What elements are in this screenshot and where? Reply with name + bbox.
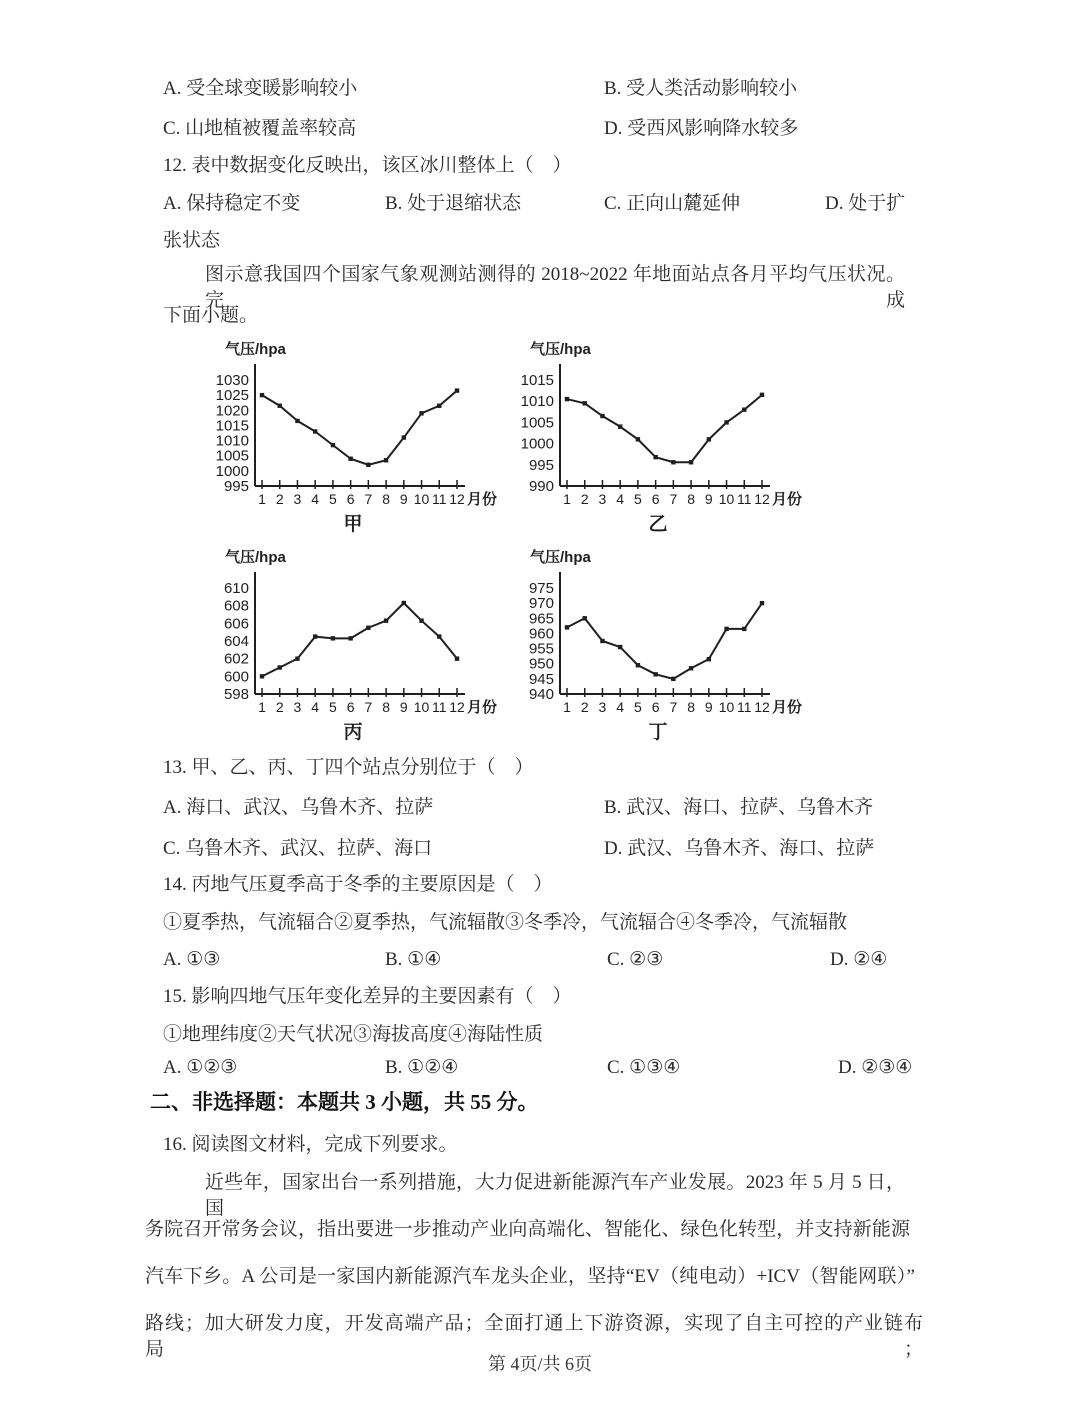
svg-text:10: 10 <box>413 491 430 507</box>
svg-text:945: 945 <box>528 670 554 688</box>
svg-text:7: 7 <box>364 491 373 507</box>
section2-heading: 二、非选择题：本题共 3 小题，共 55 分。 <box>150 1090 539 1114</box>
q14-option-a: A. ①③ <box>163 949 221 970</box>
svg-text:1015: 1015 <box>215 417 249 435</box>
q13-option-a: A. 海口、武汉、乌鲁木齐、拉萨 <box>163 797 434 818</box>
chart-intro-line2: 下面小题。 <box>163 305 259 326</box>
svg-text:608: 608 <box>223 597 249 615</box>
svg-text:1: 1 <box>258 491 266 507</box>
svg-text:11: 11 <box>736 491 752 507</box>
svg-text:965: 965 <box>528 610 554 628</box>
q15-option-c: C. ①③④ <box>607 1057 681 1078</box>
svg-text:10: 10 <box>413 699 430 715</box>
svg-text:3: 3 <box>293 699 302 715</box>
q14-option-d: D. ②④ <box>830 949 888 970</box>
svg-text:月份: 月份 <box>467 491 498 508</box>
svg-text:气压/hpa: 气压/hpa <box>530 549 591 566</box>
svg-text:2: 2 <box>580 699 589 715</box>
svg-text:4: 4 <box>311 491 320 507</box>
svg-text:8: 8 <box>687 699 695 715</box>
svg-text:2: 2 <box>580 491 589 507</box>
svg-text:1: 1 <box>563 699 571 715</box>
svg-text:2: 2 <box>275 491 284 507</box>
q16-para-line3: 汽车下乡。A 公司是一家国内新能源汽车龙头企业，坚持“EV（纯电动）+ICV（智能网联）” <box>145 1266 915 1287</box>
q12-option-b: B. 处于退缩状态 <box>385 193 522 214</box>
svg-text:5: 5 <box>329 491 337 507</box>
svg-text:5: 5 <box>634 491 642 507</box>
svg-text:1: 1 <box>258 699 266 715</box>
svg-text:8: 8 <box>382 491 390 507</box>
svg-text:6: 6 <box>651 491 660 507</box>
q11-option-d: D. 受西风影响降水较多 <box>604 118 799 139</box>
svg-text:9: 9 <box>704 699 713 715</box>
svg-text:12: 12 <box>449 491 465 507</box>
svg-text:6: 6 <box>346 699 355 715</box>
q16-para-line2: 务院召开常务会议，指出要进一步推动产业向高端化、智能化、绿色化转型，并支持新能源 <box>145 1219 910 1240</box>
svg-text:11: 11 <box>431 699 447 715</box>
svg-text:5: 5 <box>329 699 337 715</box>
svg-text:1010: 1010 <box>215 432 249 450</box>
q14-stem: 14. 丙地气压夏季高于冬季的主要原因是（ ） <box>163 874 553 895</box>
svg-text:1: 1 <box>563 491 571 507</box>
svg-text:7: 7 <box>669 491 678 507</box>
svg-text:1030: 1030 <box>215 372 249 389</box>
svg-text:950: 950 <box>528 655 554 673</box>
chart-intro-line1: 图示意我国四个国家气象观测站测得的 2018~2022 年地面站点各月平均气压状况。完成 <box>205 264 905 311</box>
pressure-chart-bing <box>195 546 500 744</box>
svg-text:602: 602 <box>223 650 249 668</box>
svg-text:甲: 甲 <box>343 514 363 535</box>
svg-text:1005: 1005 <box>215 447 249 465</box>
q15-items: ①地理纬度②天气状况③海拔高度④海陆性质 <box>163 1024 544 1045</box>
svg-text:610: 610 <box>223 580 249 597</box>
svg-text:1020: 1020 <box>215 402 249 420</box>
svg-text:月份: 月份 <box>772 491 803 508</box>
pressure-chart-ding <box>500 546 805 744</box>
svg-text:12: 12 <box>449 699 465 715</box>
svg-text:955: 955 <box>528 640 554 658</box>
svg-text:598: 598 <box>223 686 249 703</box>
svg-text:6: 6 <box>651 699 660 715</box>
svg-text:1000: 1000 <box>520 435 554 453</box>
q12-option-c: C. 正向山麓延伸 <box>604 193 741 214</box>
q14-items: ①夏季热，气流辐合②夏季热，气流辐散③冬季冷，气流辐合④冬季冷，气流辐散 <box>163 912 848 933</box>
svg-text:9: 9 <box>399 491 408 507</box>
svg-text:3: 3 <box>293 491 302 507</box>
q13-option-b: B. 武汉、海口、拉萨、乌鲁木齐 <box>604 797 874 818</box>
svg-text:3: 3 <box>598 491 607 507</box>
svg-text:乙: 乙 <box>648 514 668 535</box>
svg-text:9: 9 <box>399 699 408 715</box>
svg-text:5: 5 <box>634 699 642 715</box>
svg-text:995: 995 <box>528 456 554 474</box>
svg-text:10: 10 <box>718 491 735 507</box>
q16-para-line1: 近些年，国家出台一系列措施，大力促进新能源汽车产业发展。2023 年 5 月 5 日，国 <box>205 1172 905 1219</box>
q12-option-a: A. 保持稳定不变 <box>163 193 301 214</box>
svg-text:600: 600 <box>223 668 249 686</box>
svg-text:990: 990 <box>528 478 554 495</box>
svg-text:7: 7 <box>669 699 678 715</box>
pressure-chart-yi <box>500 338 805 536</box>
svg-text:10: 10 <box>718 699 735 715</box>
svg-text:995: 995 <box>223 478 249 495</box>
svg-text:606: 606 <box>223 615 249 633</box>
q11-option-b: B. 受人类活动影响较小 <box>604 78 798 99</box>
svg-text:940: 940 <box>528 686 554 703</box>
svg-text:1005: 1005 <box>520 414 554 432</box>
svg-text:气压/hpa: 气压/hpa <box>225 341 286 358</box>
q14-option-b: B. ①④ <box>385 949 442 970</box>
page-footer: 第 4页/共 6页 <box>487 1354 592 1374</box>
svg-text:4: 4 <box>616 491 625 507</box>
svg-text:1025: 1025 <box>215 387 249 405</box>
svg-text:11: 11 <box>431 491 447 507</box>
svg-text:604: 604 <box>223 633 249 650</box>
q15-stem: 15. 影响四地气压年变化差异的主要因素有（ ） <box>163 986 572 1007</box>
svg-text:3: 3 <box>598 699 607 715</box>
svg-text:11: 11 <box>736 699 752 715</box>
svg-text:9: 9 <box>704 491 713 507</box>
q11-option-c: C. 山地植被覆盖率较高 <box>163 118 357 139</box>
q13-option-d: D. 武汉、乌鲁木齐、海口、拉萨 <box>604 838 875 859</box>
svg-text:4: 4 <box>311 699 320 715</box>
q15-option-a: A. ①②③ <box>163 1057 238 1078</box>
svg-text:1015: 1015 <box>520 372 554 389</box>
q13-option-c: C. 乌鲁木齐、武汉、拉萨、海口 <box>163 838 433 859</box>
svg-text:气压/hpa: 气压/hpa <box>530 341 591 358</box>
svg-text:4: 4 <box>616 699 625 715</box>
q12-stem: 12. 表中数据变化反映出，该区冰川整体上（ ） <box>163 155 572 176</box>
svg-text:丁: 丁 <box>648 722 668 743</box>
q16-para-line4: 路线；加大研发力度，开发高端产品；全面打通上下游资源，实现了自主可控的产业链布局； <box>145 1313 923 1360</box>
q16-stem: 16. 阅读图文材料，完成下列要求。 <box>163 1134 458 1155</box>
q11-option-a: A. 受全球变暖影响较小 <box>163 78 358 99</box>
svg-text:6: 6 <box>346 491 355 507</box>
svg-text:8: 8 <box>382 699 390 715</box>
q12-option-d-overflow: 张状态 <box>163 230 221 251</box>
svg-text:7: 7 <box>364 699 373 715</box>
svg-text:8: 8 <box>687 491 695 507</box>
svg-text:气压/hpa: 气压/hpa <box>225 549 286 566</box>
svg-text:970: 970 <box>528 595 554 613</box>
svg-text:月份: 月份 <box>467 699 498 716</box>
svg-text:2: 2 <box>275 699 284 715</box>
pressure-chart-jia <box>195 338 500 536</box>
svg-text:1010: 1010 <box>520 393 554 411</box>
svg-text:月份: 月份 <box>772 699 803 716</box>
svg-text:975: 975 <box>528 580 554 597</box>
q13-stem: 13. 甲、乙、丙、丁四个站点分别位于（ ） <box>163 757 534 778</box>
q15-option-b: B. ①②④ <box>385 1057 459 1078</box>
svg-text:丙: 丙 <box>343 722 363 743</box>
q12-option-d: D. 处于扩 <box>825 193 906 214</box>
svg-text:1000: 1000 <box>215 462 249 480</box>
svg-text:960: 960 <box>528 625 554 643</box>
svg-text:12: 12 <box>754 699 770 715</box>
q14-option-c: C. ②③ <box>607 949 664 970</box>
q15-option-d: D. ②③④ <box>838 1057 913 1078</box>
svg-text:12: 12 <box>754 491 770 507</box>
